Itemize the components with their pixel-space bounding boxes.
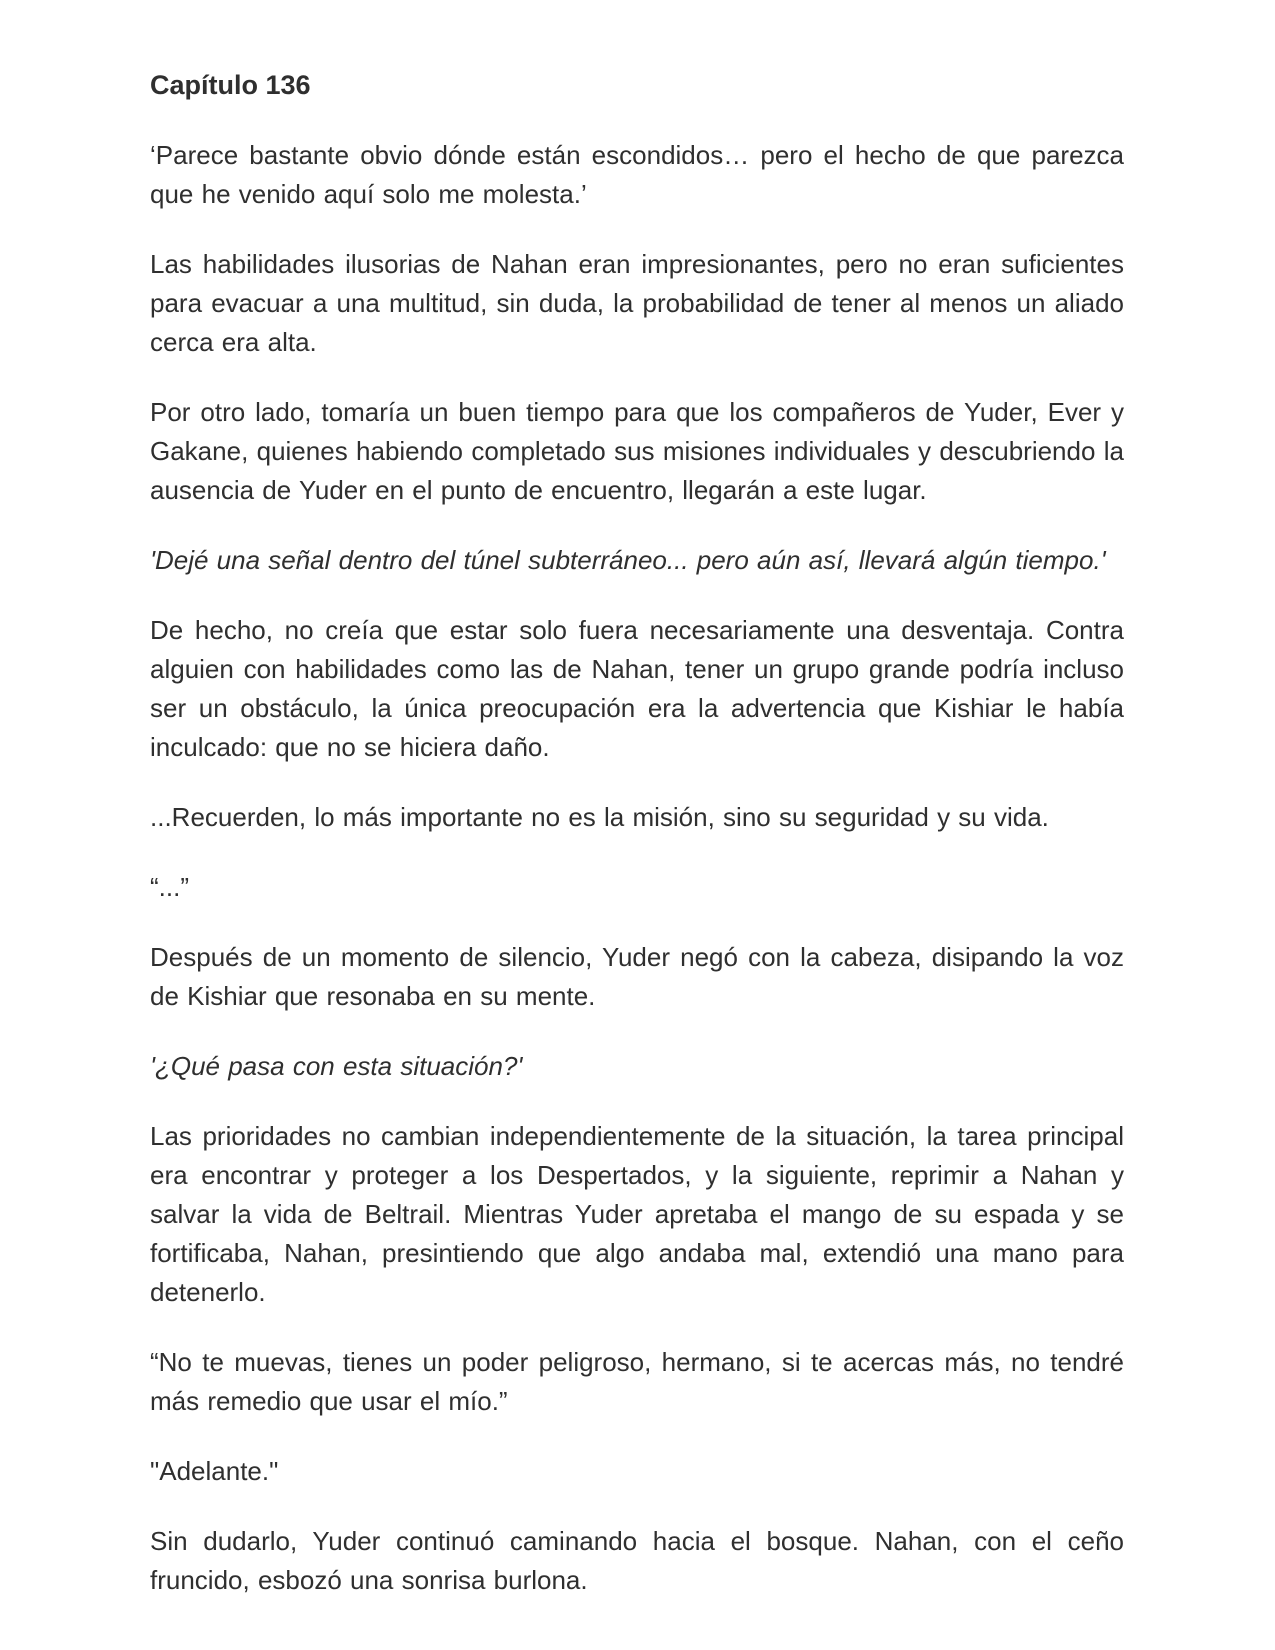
paragraph-2: Las habilidades ilusorias de Nahan eran impresionantes, pero no eran suficientes para evacuar a una multitud, sin duda, la probabilidad de tener al menos un aliado cerca era alta. <box>150 249 1124 357</box>
paragraph-6: ...Recuerden, lo más importante no es la misión, sino su seguridad y su vida. <box>150 802 1049 832</box>
document-page <box>150 66 1124 1631</box>
paragraph-13: Sin dudarlo, Yuder continuó caminando hacia el bosque. Nahan, con el ceño fruncido, esbozó una sonrisa burlona. <box>150 1526 1124 1595</box>
chapter-title: Capítulo 136 <box>150 70 311 100</box>
paragraph-11: “No te muevas, tienes un poder peligroso, hermano, si te acercas más, no tendré más remedio que usar el mío.” <box>150 1347 1124 1416</box>
paragraph-12: "Adelante." <box>150 1456 279 1486</box>
paragraph-10: Las prioridades no cambian independientemente de la situación, la tarea principal era encontrar y proteger a los Despertados, y la siguiente, reprimir a Nahan y salvar la vida de Beltrail. Mientras Yuder apretaba el mango de su espada y se fortificaba, Nahan, presintiendo que algo andaba mal, extendió una mano para detenerlo. <box>150 1121 1124 1307</box>
paragraph-1: ‘Parece bastante obvio dónde están escondidos… pero el hecho de que parezca que he venido aquí solo me molesta.’ <box>150 140 1124 209</box>
paragraph-5: De hecho, no creía que estar solo fuera necesariamente una desventaja. Contra alguien con habilidades como las de Nahan, tener un grupo grande podría incluso ser un obstáculo, la única preocupación era la advertencia que Kishiar le había inculcado: que no se hiciera daño. <box>150 615 1124 762</box>
paragraph-9: '¿Qué pasa con esta situación?' <box>150 1051 523 1081</box>
paragraph-4: 'Dejé una señal dentro del túnel subterráneo... pero aún así, llevará algún tiempo.' <box>150 545 1106 575</box>
paragraph-7: “...” <box>150 872 189 902</box>
paragraph-8: Después de un momento de silencio, Yuder negó con la cabeza, disipando la voz de Kishiar que resonaba en su mente. <box>150 942 1124 1011</box>
paragraph-3: Por otro lado, tomaría un buen tiempo para que los compañeros de Yuder, Ever y Gakane, quienes habiendo completado sus misiones individuales y descubriendo la ausencia de Yuder en el punto de encuentro, llegarán a este lugar. <box>150 397 1124 505</box>
